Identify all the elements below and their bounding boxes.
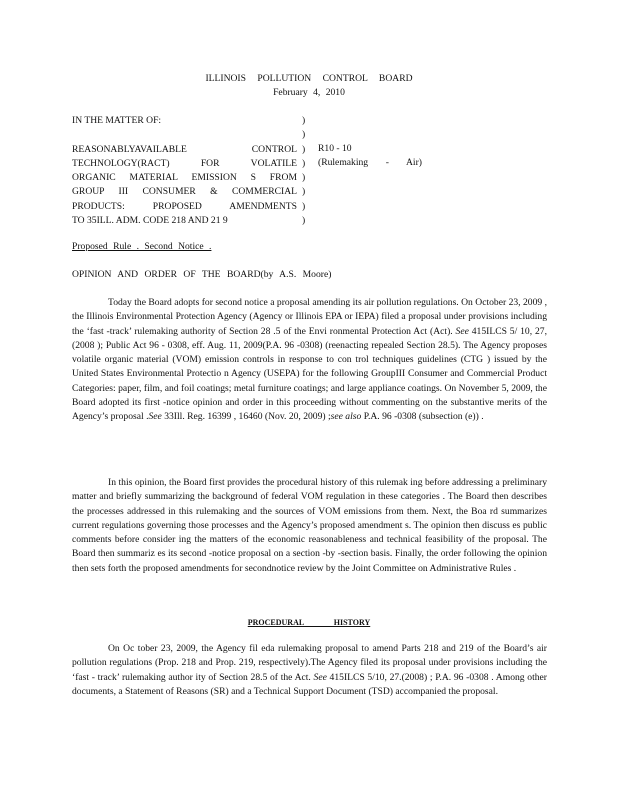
caption-line: TECHNOLOGY(RACT) FOR VOLATILE [72, 157, 297, 169]
notice-line: Proposed Rule . Second Notice . [72, 241, 212, 252]
caption-line: TO 35ILL. ADM. CODE 218 AND 21 9 [72, 215, 228, 227]
paragraph-3 [72, 642, 547, 699]
p2-text: In this opinion, the Board first provides the procedural history of this rulemak ing before addressing a preliminary matter and briefly summarizing the background of federal VOM regulation in these categories . The Board then describes the processes addressed in this rulemaking and the sources of VOM emissions from them. Next, the Boa rd summarizes current regulations governing those processes and the Agency’s proposed amendment s. The opinion then discuss es public comments before consider ing the matters of the economic reasonableness and technical feasibility of the proposal. The Board then summariz es its second -notice proposal on a section -by -section basis. Finally, the order following the opinion then sets forth the proposed amendments for secondnotice review by the Joint Committee on Administrative Rules . [72, 477, 547, 574]
caption-parentheses [302, 114, 310, 228]
paren: ) [302, 172, 306, 184]
caption-line [72, 128, 297, 142]
docket-type: (Rulemaking - Air) [318, 157, 422, 169]
p1-text-b: 415ILCS 5/ 10, 27, (2008 ); Public Act 96 - 0308, eff. Aug. 11, 2009(P.A. 96 -0308) (reenacting repealed Section 28.5). The Agency proposes volatile organic material (VOM) emission controls in response to con trol techniques guidelines (CTG ) issued by the United States Environmental Protectio n Agency (USEPA) for the following GroupIII Consumer and Commercial Product Categories: paper, film, and foil coatings; metal furniture coatings; and large appliance coatings. On November 5, 2009, the Board adopted its first -notice opinion and order in this proceeding without commenting on the substantive merits of the Agency’s proposal . [72, 325, 547, 423]
caption-line: GROUP III CONSUMER & COMMERCIAL [72, 186, 297, 198]
p3-text-b: 415ILCS 5/10, 27.(2008) ; P.A. 96 -0308 . Among other documents, a Statement of Reasons (SR) and a Technical Support Document (TSD) accompanied the proposal. [72, 671, 547, 697]
paragraph-2 [72, 476, 547, 576]
p1-see-also: see also [330, 411, 362, 423]
caption-title-block [72, 114, 297, 228]
docket-number: R10 - 10 [318, 143, 352, 154]
paren: ) [302, 115, 306, 126]
p1-see-2: See [148, 411, 162, 423]
caption-line: REASONABLYAVAILABLE CONTROL [72, 143, 297, 155]
section-heading: PROCEDURAL HISTORY [247, 618, 371, 627]
board-title: ILLINOIS POLLUTION CONTROL BOARD [205, 73, 413, 84]
p1-text-a: Today the Board adopts for second notice a proposal amending its air pollution regulations. On October 23, 2009 , the Illinois Environmental Protection Agency (Agency or Illinois EPA or IEPA) filed a proposal under provisions including the ‘fast -track’ rulemaking authority of Section 28 .5 of the Envi ronmental Protection Act (Act). [72, 297, 547, 337]
caption-line: PRODUCTS: PROPOSED AMENDMENTS [72, 200, 297, 212]
paren: ) [302, 157, 306, 169]
caption-line: ORGANIC MATERIAL EMISSION S FROM [72, 172, 297, 184]
paren: ) [302, 200, 306, 212]
opinion-heading: OPINION AND ORDER OF THE BOARD(by A.S. Moore) [72, 269, 332, 280]
p1-see-1: See [455, 325, 469, 337]
document-date: February 4, 2010 [273, 87, 345, 98]
p1-text-d: P.A. 96 -0308 (subsection (e)) . [361, 411, 484, 423]
docket-block [318, 142, 422, 171]
paragraph-1 [72, 296, 547, 425]
paren: ) [302, 186, 306, 198]
paren: ) [302, 215, 306, 227]
p3-see: See [313, 671, 327, 683]
p3-text-a: On Oc tober 23, 2009, the Agency fil eda rulemaking proposal to amend Parts 218 and 219 of the Board’s air pollution regulations (Prop. 218 and Prop. 219, respectively).The Agency filed its proposal under provisions including the ‘fast - track’ rulemaking author ity of Section 28.5 of the Act. [72, 643, 547, 683]
paren: ) [302, 143, 306, 155]
caption-line: IN THE MATTER OF: [72, 115, 162, 126]
paren: ) [302, 129, 306, 141]
p1-text-c: 33Ill. Reg. 16399 , 16460 (Nov. 20, 2009) ; [161, 411, 331, 423]
